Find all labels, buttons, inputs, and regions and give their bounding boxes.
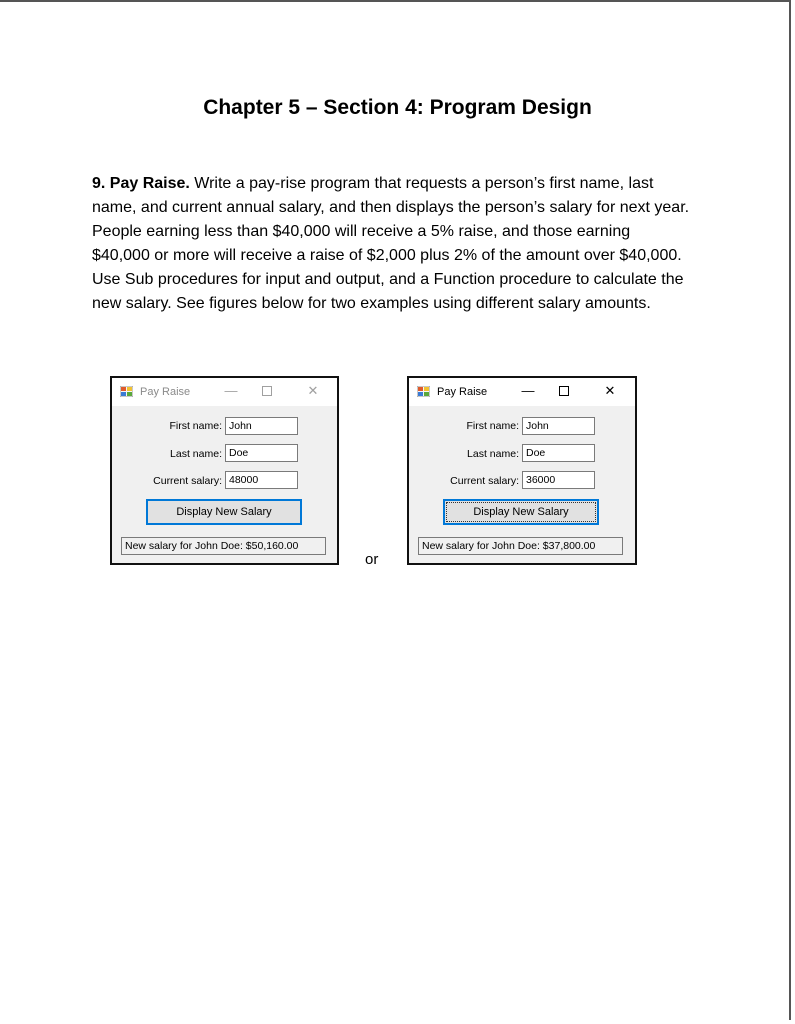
focus-ring (446, 502, 596, 522)
first-name-label: First name: (169, 420, 222, 432)
or-separator: or (365, 551, 379, 568)
maximize-icon[interactable] (557, 384, 571, 399)
current-salary-input[interactable]: 36000 (522, 471, 595, 489)
app-form-icon (120, 386, 133, 397)
first-name-input[interactable]: John (225, 417, 298, 435)
display-new-salary-button[interactable] (443, 499, 599, 525)
display-new-salary-button[interactable]: Display New Salary (146, 499, 302, 525)
current-salary-input[interactable]: 48000 (225, 471, 298, 489)
title-bar[interactable] (409, 378, 635, 406)
first-name-label: First name: (466, 420, 519, 432)
problem-statement (92, 172, 692, 316)
new-salary-output: New salary for John Doe: $37,800.00 (418, 537, 623, 555)
page-title: Chapter 5 – Section 4: Program Design (203, 96, 592, 119)
app-form-icon (417, 386, 430, 397)
pay-raise-window-2 (407, 376, 637, 565)
close-icon[interactable]: ✕ (307, 383, 319, 398)
problem-text: Write a pay-rise program that requests a person’s first name, last name, and current annual salary, and then displays the person’s salary for next year. People earning less than $40,000 will receive a 5% raise, and those earning $40,000 or more will receive a raise of $2,000 plus 2% of the amount over $40,000. Use Sub procedures for input and output, and a Function procedure to calculate the new salary. See figures below for two examples using different salary amounts. (92, 175, 690, 312)
current-salary-label: Current salary: (153, 475, 222, 487)
window-title: Pay Raise (140, 386, 191, 398)
window-title: Pay Raise (437, 386, 488, 398)
maximize-icon[interactable] (260, 384, 274, 399)
last-name-label: Last name: (170, 448, 222, 460)
last-name-input[interactable]: Doe (225, 444, 298, 462)
button-label: Display New Salary (473, 506, 569, 518)
last-name-input[interactable]: Doe (522, 444, 595, 462)
problem-heading: 9. Pay Raise. (92, 175, 190, 192)
new-salary-output: New salary for John Doe: $50,160.00 (121, 537, 326, 555)
pay-raise-window-1 (110, 376, 339, 565)
current-salary-label: Current salary: (450, 475, 519, 487)
minimize-icon[interactable]: — (521, 383, 535, 398)
first-name-input[interactable]: John (522, 417, 595, 435)
title-bar[interactable] (112, 378, 337, 406)
minimize-icon[interactable]: — (224, 383, 238, 398)
last-name-label: Last name: (467, 448, 519, 460)
close-icon[interactable]: ✕ (604, 383, 616, 398)
